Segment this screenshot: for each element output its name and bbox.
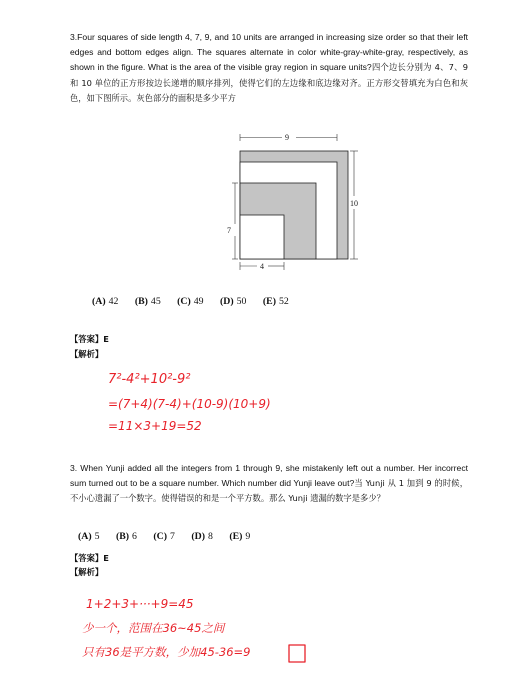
square-10-gray [240, 151, 348, 259]
choice-b[interactable]: (B) 6 [115, 531, 137, 542]
dimension-bottom [240, 262, 284, 270]
question-2-choices [78, 531, 264, 542]
question-1-analysis-label: 【解析】 [70, 349, 104, 359]
question-2-english: 3. When Yunji added all the integers from 1 through 9, she mistakenly left out a number. Her incorrect sum turned out to be a square number. Which number did Yunji leave out? [70, 463, 468, 489]
question-2-analysis-label: 【解析】 [70, 567, 104, 577]
question-1-text [70, 30, 468, 106]
hw-2-line-1: 1+2+3+···+9=45 [86, 597, 194, 611]
dimension-bottom-label: 4 [260, 262, 264, 271]
dimension-right [350, 151, 358, 259]
hw-2-line-2: 少一个，范围在36~45之间 [82, 621, 225, 635]
hw-2-line-3: 只有36是平方数，少加45-36=9 [82, 645, 251, 659]
hw-1-line-2: =(7+4)(7-4)+(10-9)(10+9) [108, 397, 271, 411]
choice-c[interactable]: (C) 49 [177, 296, 204, 307]
choice-c[interactable]: (C) 7 [153, 531, 175, 542]
choice-a[interactable]: (A) 5 [78, 531, 100, 542]
choice-e[interactable]: (E) 9 [229, 531, 251, 542]
question-1-chinese: 四个边长分别为 4、7、9 和 10 单位的正方形按边长递增的顺序排列，使得它们的左边缘和底边缘对齐。正方形交替填充为白色和灰色，如下图所示。灰色部分的面积是多少平方 [70, 62, 468, 103]
hw-1-line-3: =11×3+19=52 [108, 419, 202, 433]
question-1-english: 3.Four squares of side length 4, 7, 9, and 10 units are arranged in increasing size order so that their left edges and bottom edges align. The squares alternate in color white-gray-white-gray, respectively, as shown in the figure. What is the area of the visible gray region in square units? [70, 32, 468, 73]
dimension-right-label: 10 [350, 199, 358, 208]
dimension-left-label: 7 [227, 226, 231, 235]
choice-d[interactable]: (D) 50 [220, 296, 247, 307]
hw-1-line-1: 7²-4²+10²-9² [108, 372, 191, 387]
choice-b[interactable]: (B) 45 [134, 296, 161, 307]
square-9-white [240, 162, 337, 259]
hw-2-answer-box [289, 645, 305, 662]
question-2-answer: 【答案】E [70, 553, 109, 563]
square-4-white [240, 215, 284, 259]
question-1-choices [92, 296, 303, 307]
question-2-chinese: 当 Yunji 从 1 加到 9 的时候，不小心遗漏了一个数字。使得错误的和是一个平方数。那么 Yunji 遗漏的数字是多少？ [70, 478, 468, 504]
square-7-gray [240, 183, 316, 259]
choice-a[interactable]: (A) 42 [92, 296, 119, 307]
choice-e[interactable]: (E) 52 [262, 296, 289, 307]
choice-d[interactable]: (D) 8 [191, 531, 213, 542]
question-1-answer: 【答案】E [70, 334, 109, 344]
dimension-top [240, 134, 337, 141]
dimension-top-label: 9 [285, 133, 289, 142]
dimension-left [232, 183, 238, 259]
question-2-text [70, 461, 468, 507]
